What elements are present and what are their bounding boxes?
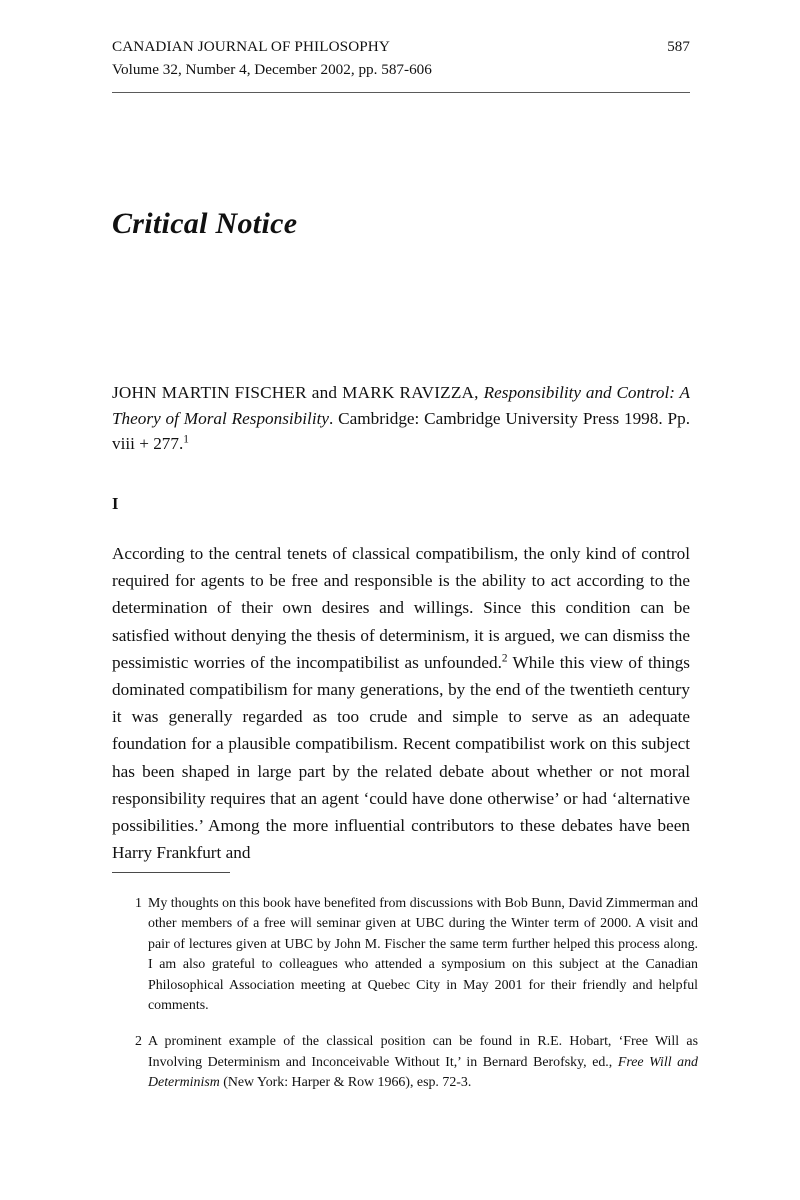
footnotes-section <box>112 894 698 1110</box>
footnote-item <box>112 1032 698 1093</box>
footnote-separator-rule <box>112 872 230 873</box>
footnote-text-before: A prominent example of the classical position can be found in R.E. Hobart, ‘Free Will as Involving Determinism and Inconceivable Without It,’ in Bernard Berofsky, ed., <box>148 1034 698 1070</box>
running-head-top-line <box>112 36 690 58</box>
body-paragraph <box>112 540 690 866</box>
header-divider-rule <box>112 92 690 93</box>
footnote-number: 1 <box>135 896 142 911</box>
journal-name: CANADIAN JOURNAL OF PHILOSOPHY <box>112 38 390 55</box>
footnote-text-after: (New York: Harper & Row 1966), esp. 72-3. <box>219 1075 472 1091</box>
section-number: I <box>112 494 119 513</box>
citation-book-title: Responsibility and Control: A Theory of Moral Responsibility <box>112 383 690 428</box>
footnote-reference-2[interactable]: 2 <box>501 652 508 665</box>
footnote-cited-title: Free Will and Determinism <box>148 1054 698 1091</box>
footnote-number: 2 <box>135 1034 142 1050</box>
running-head <box>112 36 690 80</box>
book-citation <box>112 380 690 457</box>
citation-authors: JOHN MARTIN FISCHER and MARK RAVIZZA, <box>112 383 484 402</box>
body-text-part-2: While this view of things dominated compatibilism for many generations, by the end of the twentieth century it was generally regarded as too crude and simple to serve as an adequate foundation for a plausible compatibilism. Recent compatibilist work on this subject has been shaped in large part by the related debate about whether or not moral responsibility requires that an agent ‘could have done otherwise’ or had ‘alternative possibilities.’ Among the more influential contributors to these debates have been Harry Frankfurt and <box>112 652 690 863</box>
citation-publication-info: . Cambridge: Cambridge University Press 1998. Pp. viii + 277. <box>112 408 690 454</box>
page-number: 587 <box>667 39 690 55</box>
footnote-item <box>112 894 698 1016</box>
footnote-text: My thoughts on this book have benefited from discussions with Bob Bunn, David Zimmerman and other members of a free will seminar given at UBC during the Winter term of 2000. A visit and pair of lectures given at UBC by John M. Fischer the same term further helped this process along. I am also grateful to colleagues who attended a symposium on this subject at the Canadian Philosophical Association meeting at Quebec City in May 2001 for their friendly and helpful comments. <box>148 896 698 1014</box>
volume-issue-line: Volume 32, Number 4, December 2002, pp. 587-606 <box>112 61 432 78</box>
footnote-reference-1[interactable]: 1 <box>183 433 189 446</box>
page-title: Critical Notice <box>112 207 298 241</box>
body-text-part-1: According to the central tenets of classical compatibilism, the only kind of control required for agents to be free and responsible is the ability to act according to the determination of their own desires and willings. Since this condition can be satisfied without denying the thesis of determinism, it is argued, we can dismiss the pessimistic worries of the incompatibilist as unfounded. <box>112 544 690 672</box>
